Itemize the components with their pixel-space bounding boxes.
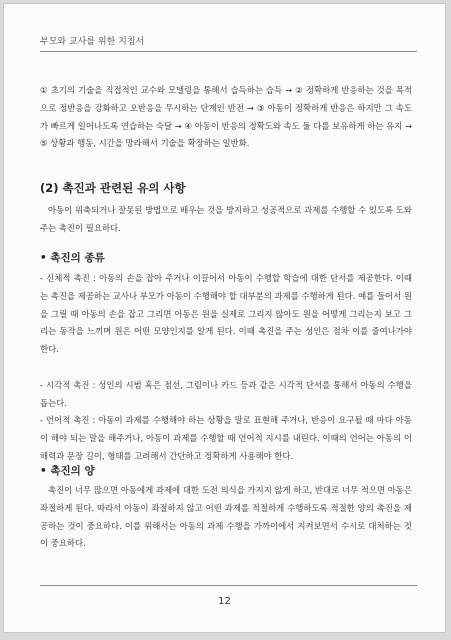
amount-paragraph: 촉진이 너무 많으면 아동에게 과제에 대한 도전 의식을 가지지 않게 하고, 반대로 너무 적으면 아동은 좌절하게 된다. 따라서 아동이 좌절하지 않고 어떤 과제를 적절하게 수행하도록 적절한 양의 촉진을 제공하는 것이 중요하다. 이를 위해서는 아동의 과제 수행을 가까이에서 지켜보면서 수시로 대처하는 것이 중요하다. [40, 485, 412, 549]
intro-paragraph: ① 초기의 기술을 직접적인 교수와 모델링을 통해서 습득하는 습득 → ② 정확하게 반응하는 것을 목적으로 정반응을 강화하고 오반응을 무시하는 단계인 반전 → ③ 아동이 정확하게 반응은 하지만 그 속도가 빠르게 일어나도록 연습하는 숙달 → ④ 아동이 반응의 정확도와 속도 둘 다를 보유하게 하는 유지 → ⑤ 상황과 행동, 시간을 망라해서 기술을 확장하는 일반화. [40, 85, 412, 149]
section-paragraph: 아동이 위축되거나 잘못된 방법으로 배우는 것을 방지하고 성공적으로 과제를 수행할 수 있도록 도와주는 촉진이 필요하다. [40, 205, 412, 233]
document-page [4, 4, 445, 632]
physical-prompt-item: - 신체적 촉진 : 아동의 손을 잡아 주거나 이끌어서 아동이 수행할 학습에 대한 단서를 제공한다. 이때는 촉진을 제공하는 교사나 부모가 아동이 수행해야 할 대부분의 과제를 수행하게 된다. 예를 들어서 원을 그릴 때 아동의 손을 잡고 그리면 아동은 원을 실제로 그리지 않아도 원을 어떻게 그리는지 보고 그리는 동작을 느끼며 원은 어떤 모양인지를 알게 된다. 이때 촉진을 주는 성인은 점차 이를 줄여나가야 한다. [40, 273, 412, 355]
amount-heading: • 촉진의 양 [40, 465, 95, 477]
footer-divider [40, 585, 417, 586]
section-heading: (2) 촉진과 관련된 유의 사항 [40, 181, 186, 195]
verbal-prompt-item: - 언어적 촉진 : 아동이 과제를 수행해야 하는 상황을 말로 표현해 주거나, 반응이 요구될 때 마다 아동이 해야 되는 말을 해주거나, 아동이 과제를 수행할 때 언어적 지시를 내린다. 이때의 언어는 아동의 이해력과 문장 길이, 형태를 고려해서 간단하고 정확하게 사용해야 한다. [40, 415, 412, 461]
visual-prompt-item: - 시각적 촉진 : 성인의 시범 혹은 점선, 그림이나 카드 등과 같은 시각적 단서를 통해서 아동의 수행을 돕는다. [40, 380, 412, 408]
page-number: 12 [218, 596, 231, 607]
types-heading: • 촉진의 종류 [40, 252, 105, 264]
running-header: 부모와 교사를 위한 지침서 [40, 34, 417, 52]
